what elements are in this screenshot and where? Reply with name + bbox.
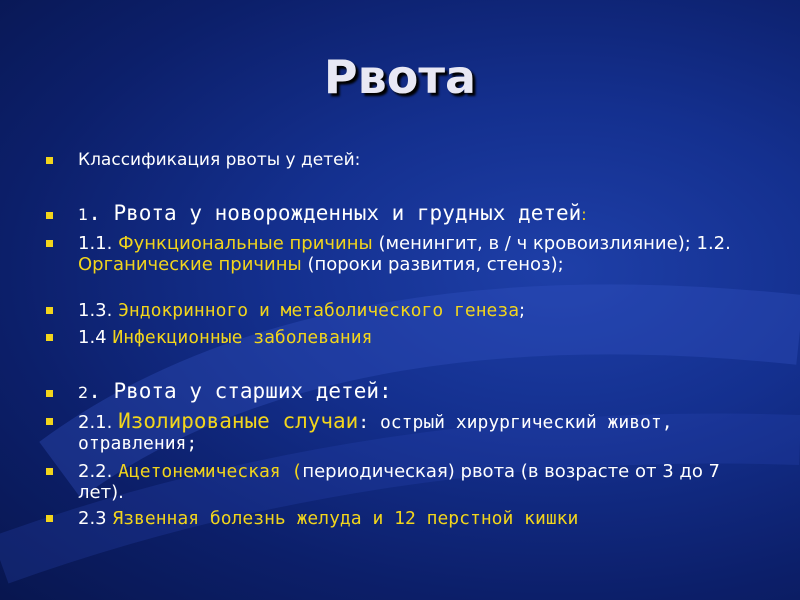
bullet-square-icon xyxy=(46,334,53,341)
slide-title: Рвота xyxy=(323,50,477,104)
list-item: 2.2. Ацетонемическая (периодическая) рвота (в возрасте от 3 до 7 лет). xyxy=(46,461,766,503)
bullet-square-icon xyxy=(46,468,53,475)
list-item: 2. Рвота у старших детей: xyxy=(46,381,766,403)
list-item: 1.1. Функциональные причины (менингит, в / ч кровоизлияние); 1.2. Органические причины (пороки развития, стеноз); xyxy=(46,233,766,275)
list-item: 1.4 Инфекционные заболевания xyxy=(46,327,766,348)
bullet-square-icon xyxy=(46,515,53,522)
list-item: Классификация рвоты у детей: xyxy=(46,150,766,171)
list-item: 1. Рвота у новорожденных и грудных детей: xyxy=(46,203,766,225)
bullet-square-icon xyxy=(46,212,53,219)
bullet-square-icon xyxy=(46,307,53,314)
list-item: 2.3 Язвенная болезнь желуда и 12 перстной кишки xyxy=(46,508,766,529)
bullet-square-icon xyxy=(46,418,53,425)
bullet-square-icon xyxy=(46,390,53,397)
bullet-square-icon xyxy=(46,157,53,164)
list-item: 1.3. Эндокринного и метаболического генеза; xyxy=(46,300,766,321)
bullet-square-icon xyxy=(46,240,53,247)
list-item: 2.1. Изолированые случаи: острый хирургический живот, отравления; xyxy=(46,411,766,454)
